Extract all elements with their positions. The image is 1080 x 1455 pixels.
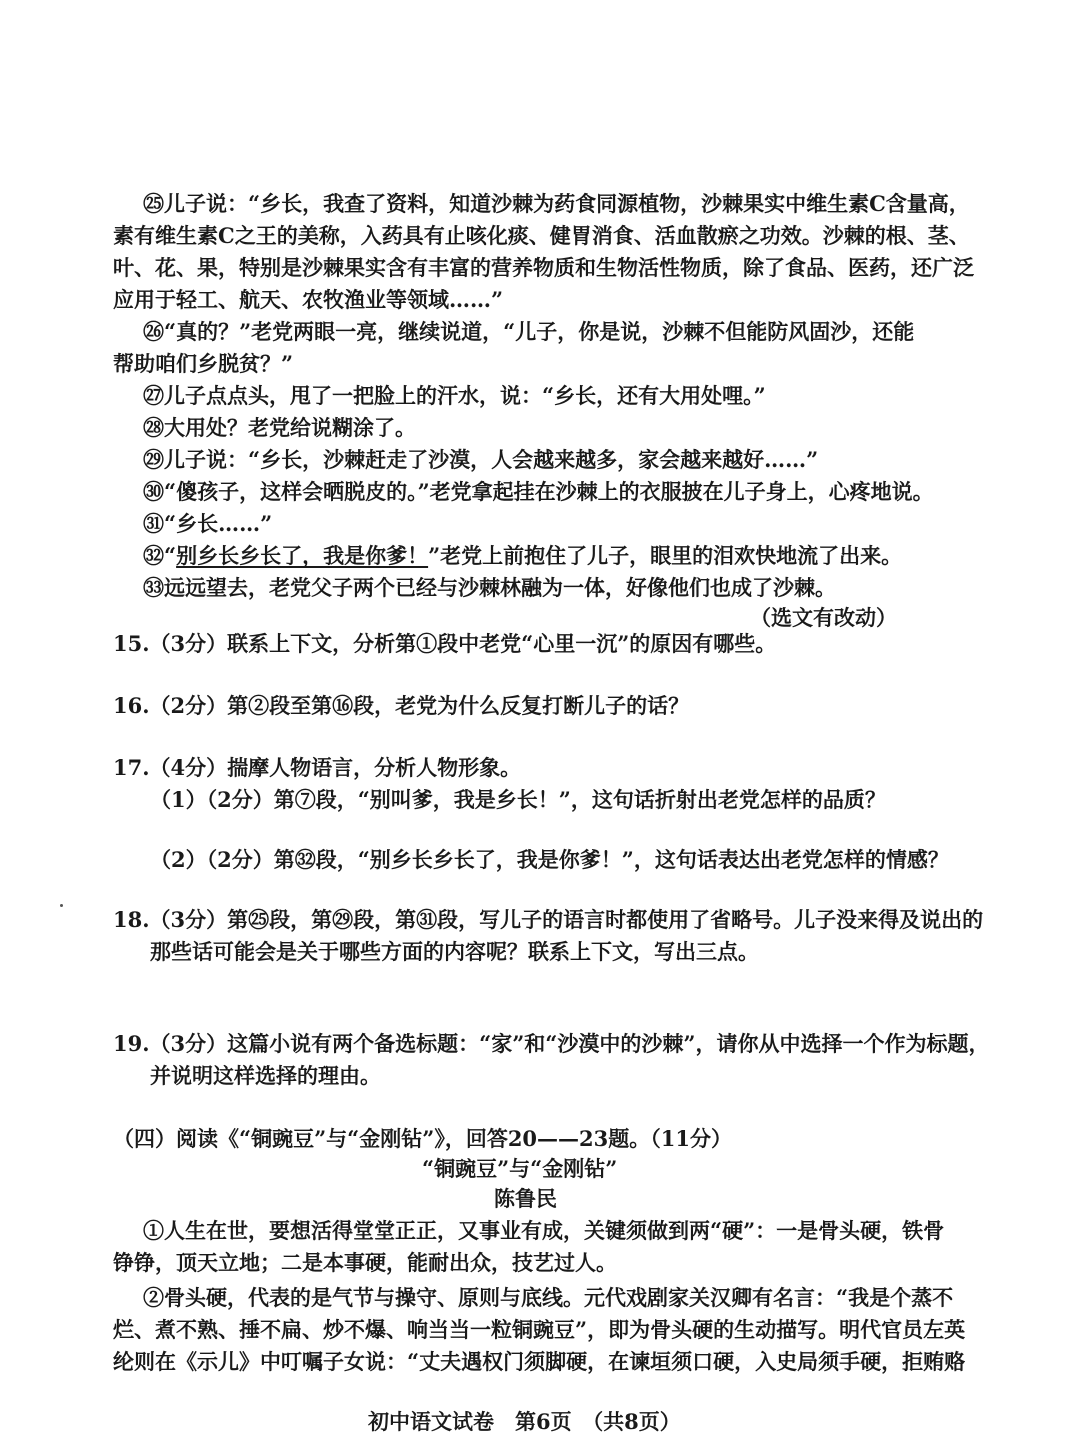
paragraph-33: ㉝远远望去，老党父子两个已经与沙棘林融为一体，好像他们也成了沙棘。 [143, 575, 836, 600]
question-17-1: （1）（2分）第⑦段，“别叫爹，我是乡长！”，这句话折射出老党怎样的品质？ [150, 787, 886, 812]
paragraph-32 [143, 542, 902, 570]
paragraph-29: ㉙儿子说：“乡长，沙棘赶走了沙漠，人会越来越多，家会越来越好……” [143, 447, 819, 472]
paragraph-31: ㉛“乡长……” [143, 511, 273, 536]
question-19-line-2: 并说明这样选择的理由。 [150, 1063, 381, 1088]
article-paragraph-1-line-1: ①人生在世，要想活得堂堂正正，又事业有成，关键须做到两“硬”：一是骨头硬，铁骨 [143, 1218, 945, 1243]
article-title: “铜豌豆”与“金刚钻” [422, 1156, 618, 1181]
paragraph-25-line-3: 叶、花、果，特别是沙棘果实含有丰富的营养物质和生物活性物质，除了食品、医药，还广泛 [113, 255, 974, 280]
article-paragraph-2-line-1: ②骨头硬，代表的是气节与操守、原则与底线。元代戏剧家关汉卿有名言：“我是个蒸不 [143, 1285, 954, 1310]
question-15: 15.（3分）联系上下文，分析第①段中老党“心里一沉”的原因有哪些。 [113, 631, 777, 656]
article-paragraph-2-line-3: 纶则在《示儿》中叮嘱子女说：“丈夫遇权门须脚硬，在谏垣须口硬，入史局须手硬，拒贿赂 [113, 1349, 966, 1374]
paragraph-25-line-1: ㉕儿子说：“乡长，我查了资料，知道沙棘为药食同源植物，沙棘果实中维生素C含量高， [143, 191, 970, 216]
question-17-2: （2）（2分）第㉜段，“别乡长乡长了，我是你爹！”，这句话表达出老党怎样的情感？ [150, 847, 949, 872]
paragraph-25-line-2: 素有维生素C之王的美称，入药具有止咳化痰、健胃消食、活血散瘀之功效。沙棘的根、茎、 [113, 223, 970, 248]
section-4-heading: （四）阅读《“铜豌豆”与“金刚钻”》，回答20——23题。（11分） [113, 1126, 732, 1151]
paragraph-32-suffix: ”老党上前抱住了儿子，眼里的泪欢快地流了出来。 [428, 543, 903, 568]
paragraph-26-line-1: ㉖“真的？”老党两眼一亮，继续说道，“儿子，你是说，沙棘不但能防风固沙，还能 [143, 319, 915, 344]
source-note: （选文有改动） [750, 605, 897, 630]
question-16: 16.（2分）第②段至第⑯段，老党为什么反复打断儿子的话？ [113, 693, 690, 718]
article-paragraph-1-line-2: 铮铮，顶天立地；二是本事硬，能耐出众，技艺过人。 [113, 1250, 617, 1275]
article-author: 陈鲁民 [494, 1186, 557, 1211]
scan-dot [60, 904, 63, 907]
question-18-line-1: 18.（3分）第㉕段，第㉙段，第㉛段，写儿子的语言时都使用了省略号。儿子没来得及说出的 [113, 907, 984, 932]
article-paragraph-2-line-2: 烂、煮不熟、捶不扁、炒不爆、响当当一粒铜豌豆”，即为骨头硬的生动描写。明代官员左英 [113, 1317, 966, 1342]
paragraph-30: ㉚“傻孩子，这样会晒脱皮的。”老党拿起挂在沙棘上的衣服披在儿子身上，心疼地说。 [143, 479, 934, 504]
question-19-line-1: 19.（3分）这篇小说有两个备选标题：“家”和“沙漠中的沙棘”，请你从中选择一个作为标题， [113, 1031, 990, 1056]
question-17: 17.（4分）揣摩人物语言，分析人物形象。 [113, 755, 522, 780]
paragraph-32-prefix: ㉜“ [143, 543, 177, 568]
page-footer: 初中语文试卷 第6页 （共8页） [368, 1409, 681, 1434]
question-18-line-2: 那些话可能会是关于哪些方面的内容呢？联系上下文，写出三点。 [150, 939, 759, 964]
paragraph-26-line-2: 帮助咱们乡脱贫？” [113, 351, 294, 376]
paragraph-25-line-4: 应用于轻工、航天、农牧渔业等领域……” [113, 287, 504, 312]
paragraph-27: ㉗儿子点点头，甩了一把脸上的汗水，说：“乡长，还有大用处哩。” [143, 383, 766, 408]
paragraph-32-underlined-quote: 别乡长乡长了，我是你爹！ [176, 543, 429, 568]
paragraph-28: ㉘大用处？老党给说糊涂了。 [143, 415, 416, 440]
